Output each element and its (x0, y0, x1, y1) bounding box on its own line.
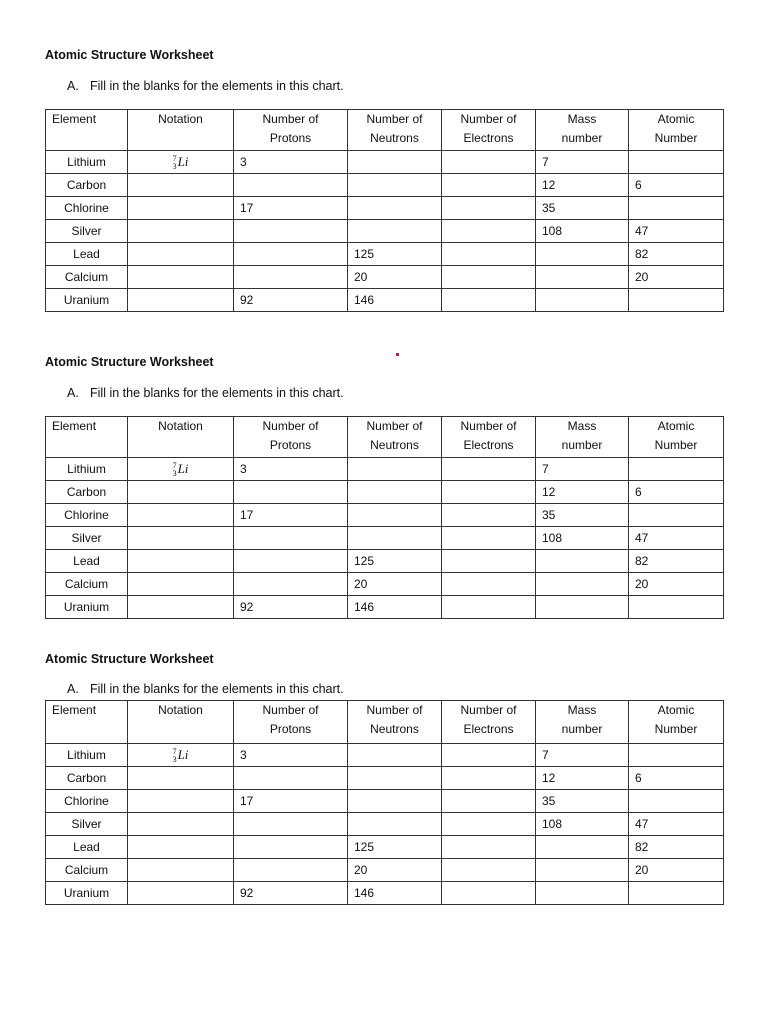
cell-element: Calcium (46, 266, 128, 289)
column-header-line: Number of (262, 112, 319, 126)
column-header-line: Atomic (657, 112, 695, 126)
cell-neutrons[interactable] (348, 220, 442, 243)
cell-atomic-number[interactable] (629, 882, 724, 905)
cell-neutrons[interactable] (348, 458, 442, 481)
cell-notation[interactable] (128, 289, 234, 312)
cell-electrons[interactable] (442, 790, 536, 813)
column-header-line: Atomic (657, 703, 695, 717)
table-row (46, 266, 724, 289)
cell-mass-number[interactable] (536, 550, 629, 573)
table-row (46, 882, 724, 905)
table-header-row (46, 110, 724, 151)
cell-protons: 92 (234, 289, 348, 312)
table-header-row (46, 701, 724, 744)
cell-mass-number: 108 (536, 813, 629, 836)
cell-protons: 3 (234, 151, 348, 174)
column-header-atomic-number (629, 701, 724, 744)
cell-neutrons[interactable] (348, 481, 442, 504)
cell-neutrons[interactable] (348, 744, 442, 767)
cell-mass-number[interactable] (536, 859, 629, 882)
cell-atomic-number: 82 (629, 550, 724, 573)
column-header-line: Number (654, 438, 698, 452)
cell-protons[interactable] (234, 573, 348, 596)
cell-notation[interactable] (128, 197, 234, 220)
cell-mass-number[interactable] (536, 573, 629, 596)
cell-protons[interactable] (234, 859, 348, 882)
column-header-line: Number of (262, 703, 319, 717)
element-chart-table (45, 416, 724, 619)
cell-electrons[interactable] (442, 550, 536, 573)
cell-notation[interactable] (128, 243, 234, 266)
column-header-line: Number of (366, 419, 423, 433)
notation-mass: 7 (172, 747, 177, 757)
instruction-marker: A. (67, 79, 79, 93)
cell-neutrons: 20 (348, 859, 442, 882)
cell-neutrons[interactable] (348, 504, 442, 527)
element-chart-table (45, 109, 724, 312)
worksheet-section (45, 652, 723, 912)
cell-electrons[interactable] (442, 197, 536, 220)
cell-notation[interactable] (128, 550, 234, 573)
column-header-line: Mass (567, 112, 597, 126)
cell-mass-number: 12 (536, 481, 629, 504)
cell-atomic-number: 47 (629, 220, 724, 243)
cell-protons: 17 (234, 504, 348, 527)
cell-mass-number[interactable] (536, 836, 629, 859)
cell-neutrons[interactable] (348, 790, 442, 813)
cell-neutrons: 125 (348, 836, 442, 859)
cell-protons: 92 (234, 596, 348, 619)
cell-atomic-number: 20 (629, 266, 724, 289)
column-header-line: number (561, 131, 603, 145)
cell-atomic-number[interactable] (629, 596, 724, 619)
cell-neutrons: 20 (348, 573, 442, 596)
cell-electrons[interactable] (442, 504, 536, 527)
cell-atomic-number[interactable] (629, 458, 724, 481)
cell-protons: 3 (234, 744, 348, 767)
cell-electrons[interactable] (442, 266, 536, 289)
cell-electrons[interactable] (442, 481, 536, 504)
worksheet-section (45, 355, 723, 625)
cell-notation[interactable] (128, 813, 234, 836)
cell-element: Uranium (46, 882, 128, 905)
cell-electrons[interactable] (442, 859, 536, 882)
cell-element: Uranium (46, 289, 128, 312)
column-header-protons (234, 110, 348, 151)
cell-notation[interactable] (128, 836, 234, 859)
column-header-line: Number of (460, 703, 517, 717)
cell-electrons[interactable] (442, 882, 536, 905)
table-row (46, 527, 724, 550)
cell-electrons[interactable] (442, 458, 536, 481)
cell-atomic-number: 47 (629, 527, 724, 550)
column-header-neutrons (348, 110, 442, 151)
table-row (46, 550, 724, 573)
cell-notation[interactable] (128, 527, 234, 550)
column-header-line: Number of (460, 419, 517, 433)
cell-mass-number[interactable] (536, 289, 629, 312)
table-row (46, 504, 724, 527)
cell-element: Calcium (46, 859, 128, 882)
column-header-line: Notation (158, 112, 203, 126)
cell-protons[interactable] (234, 550, 348, 573)
cell-notation[interactable] (128, 882, 234, 905)
table-row (46, 836, 724, 859)
notation-mass: 7 (172, 154, 177, 164)
column-header-line: Number (654, 131, 698, 145)
cell-notation[interactable] (128, 767, 234, 790)
notation-symbol: Li (177, 747, 189, 762)
column-header-line: Electrons (463, 131, 514, 145)
cell-neutrons: 146 (348, 596, 442, 619)
table-row (46, 859, 724, 882)
column-header-line: Electrons (463, 722, 514, 736)
table-row (46, 151, 724, 174)
cell-notation[interactable] (128, 596, 234, 619)
cell-atomic-number: 20 (629, 859, 724, 882)
cell-element: Lithium (46, 151, 128, 174)
column-header-protons (234, 701, 348, 744)
cell-atomic-number: 6 (629, 174, 724, 197)
cell-electrons[interactable] (442, 220, 536, 243)
cell-element: Uranium (46, 596, 128, 619)
cell-notation (128, 151, 234, 174)
table-row (46, 220, 724, 243)
cell-protons[interactable] (234, 767, 348, 790)
cell-electrons[interactable] (442, 243, 536, 266)
table-header-row (46, 417, 724, 458)
column-header-line: Neutrons (370, 131, 419, 145)
instruction-marker: A. (67, 386, 79, 400)
cell-mass-number: 7 (536, 744, 629, 767)
cell-neutrons[interactable] (348, 197, 442, 220)
table-row (46, 573, 724, 596)
instruction-text: Fill in the blanks for the elements in this chart. (90, 682, 344, 696)
cell-notation[interactable] (128, 504, 234, 527)
column-header-line: Notation (158, 419, 203, 433)
column-header-line: Atomic (657, 419, 695, 433)
column-header-electrons (442, 701, 536, 744)
table-row (46, 813, 724, 836)
column-header-element (46, 417, 128, 458)
column-header-element (46, 701, 128, 744)
notation-symbol: Li (177, 154, 189, 169)
cell-neutrons: 125 (348, 243, 442, 266)
cell-protons[interactable] (234, 174, 348, 197)
cell-notation (128, 744, 234, 767)
cell-neutrons[interactable] (348, 527, 442, 550)
column-header-line: Number (654, 722, 698, 736)
cell-mass-number: 12 (536, 174, 629, 197)
column-header-protons (234, 417, 348, 458)
cell-element: Carbon (46, 767, 128, 790)
column-header-line: Neutrons (370, 722, 419, 736)
table-row (46, 197, 724, 220)
cell-mass-number: 35 (536, 197, 629, 220)
table-row (46, 744, 724, 767)
column-header-line: Element (52, 703, 97, 717)
cell-mass-number[interactable] (536, 266, 629, 289)
cell-element: Lithium (46, 458, 128, 481)
cell-mass-number: 12 (536, 767, 629, 790)
cell-element: Chlorine (46, 504, 128, 527)
cell-element: Lithium (46, 744, 128, 767)
cell-electrons[interactable] (442, 767, 536, 790)
column-header-line: Mass (567, 703, 597, 717)
cell-atomic-number[interactable] (629, 504, 724, 527)
instruction-text: Fill in the blanks for the elements in this chart. (90, 79, 344, 93)
cell-neutrons: 146 (348, 289, 442, 312)
cell-protons: 3 (234, 458, 348, 481)
cell-mass-number: 108 (536, 220, 629, 243)
column-header-line: Number of (366, 703, 423, 717)
cell-element: Carbon (46, 174, 128, 197)
cell-atomic-number: 6 (629, 481, 724, 504)
column-header-mass-number (536, 417, 629, 458)
instruction-text: Fill in the blanks for the elements in this chart. (90, 386, 344, 400)
cell-mass-number: 35 (536, 790, 629, 813)
cell-neutrons: 146 (348, 882, 442, 905)
cell-protons[interactable] (234, 220, 348, 243)
column-header-neutrons (348, 417, 442, 458)
cell-notation[interactable] (128, 859, 234, 882)
cell-notation[interactable] (128, 220, 234, 243)
notation-atomic: 3 (172, 162, 177, 172)
table-row (46, 174, 724, 197)
cell-mass-number: 7 (536, 458, 629, 481)
column-header-notation (128, 417, 234, 458)
cell-notation (128, 458, 234, 481)
notation-symbol: Li (177, 461, 189, 476)
cell-atomic-number: 20 (629, 573, 724, 596)
notation-mass: 7 (172, 461, 177, 471)
cell-element: Silver (46, 813, 128, 836)
cell-electrons[interactable] (442, 527, 536, 550)
cell-atomic-number: 6 (629, 767, 724, 790)
table-row (46, 790, 724, 813)
cell-notation[interactable] (128, 573, 234, 596)
cell-mass-number[interactable] (536, 596, 629, 619)
column-header-line: Number of (366, 112, 423, 126)
cell-neutrons: 20 (348, 266, 442, 289)
instruction-marker: A. (67, 682, 79, 696)
cell-atomic-number[interactable] (629, 790, 724, 813)
cell-notation[interactable] (128, 266, 234, 289)
column-header-mass-number (536, 701, 629, 744)
cell-element: Silver (46, 527, 128, 550)
cell-mass-number[interactable] (536, 243, 629, 266)
cell-mass-number: 7 (536, 151, 629, 174)
cell-atomic-number: 47 (629, 813, 724, 836)
cell-protons[interactable] (234, 243, 348, 266)
cell-atomic-number[interactable] (629, 289, 724, 312)
cell-notation[interactable] (128, 790, 234, 813)
table-row (46, 481, 724, 504)
column-header-line: Mass (567, 419, 597, 433)
column-header-line: Electrons (463, 438, 514, 452)
nuclide-notation (173, 744, 189, 766)
cell-neutrons[interactable] (348, 174, 442, 197)
cell-atomic-number: 82 (629, 836, 724, 859)
cell-mass-number[interactable] (536, 882, 629, 905)
cell-notation[interactable] (128, 174, 234, 197)
column-header-atomic-number (629, 110, 724, 151)
cell-electrons[interactable] (442, 289, 536, 312)
cell-neutrons: 125 (348, 550, 442, 573)
cell-atomic-number[interactable] (629, 744, 724, 767)
cell-electrons[interactable] (442, 174, 536, 197)
table-row (46, 458, 724, 481)
column-header-line: Notation (158, 703, 203, 717)
cell-neutrons[interactable] (348, 813, 442, 836)
notation-atomic: 3 (172, 755, 177, 765)
cell-neutrons[interactable] (348, 767, 442, 790)
cell-protons[interactable] (234, 527, 348, 550)
table-row (46, 596, 724, 619)
cell-element: Calcium (46, 573, 128, 596)
cell-element: Lead (46, 550, 128, 573)
cell-element: Carbon (46, 481, 128, 504)
notation-atomic: 3 (172, 469, 177, 479)
column-header-line: number (561, 722, 603, 736)
cell-electrons[interactable] (442, 836, 536, 859)
column-header-electrons (442, 110, 536, 151)
cell-notation[interactable] (128, 481, 234, 504)
element-chart-table (45, 700, 724, 905)
cell-electrons[interactable] (442, 151, 536, 174)
nuclide-notation (173, 458, 189, 480)
worksheet-section (45, 48, 723, 318)
column-header-line: Protons (269, 438, 312, 452)
table-row (46, 289, 724, 312)
cell-electrons[interactable] (442, 596, 536, 619)
column-header-line: Element (52, 112, 97, 126)
column-header-line: Number of (460, 112, 517, 126)
column-header-neutrons (348, 701, 442, 744)
instruction-line (67, 682, 344, 696)
cell-atomic-number: 82 (629, 243, 724, 266)
column-header-line: Neutrons (370, 438, 419, 452)
cell-electrons[interactable] (442, 573, 536, 596)
cell-protons: 92 (234, 882, 348, 905)
column-header-mass-number (536, 110, 629, 151)
column-header-line: Protons (269, 722, 312, 736)
cell-protons[interactable] (234, 266, 348, 289)
column-header-element (46, 110, 128, 151)
column-header-line: Element (52, 419, 97, 433)
cell-element: Lead (46, 836, 128, 859)
cell-protons[interactable] (234, 813, 348, 836)
cell-atomic-number[interactable] (629, 151, 724, 174)
cell-electrons[interactable] (442, 813, 536, 836)
column-header-notation (128, 110, 234, 151)
cell-element: Chlorine (46, 790, 128, 813)
column-header-atomic-number (629, 417, 724, 458)
worksheet-title: Atomic Structure Worksheet (45, 355, 214, 369)
instruction-line (67, 79, 344, 93)
column-header-line: Protons (269, 131, 312, 145)
column-header-line: number (561, 438, 603, 452)
nuclide-notation (173, 151, 189, 173)
column-header-line: Number of (262, 419, 319, 433)
worksheet-title: Atomic Structure Worksheet (45, 48, 214, 62)
cell-element: Silver (46, 220, 128, 243)
instruction-line (67, 386, 344, 400)
cell-protons: 17 (234, 790, 348, 813)
cell-element: Lead (46, 243, 128, 266)
cell-protons[interactable] (234, 481, 348, 504)
table-row (46, 243, 724, 266)
cell-protons: 17 (234, 197, 348, 220)
cell-electrons[interactable] (442, 744, 536, 767)
worksheet-title: Atomic Structure Worksheet (45, 652, 214, 666)
cell-mass-number: 108 (536, 527, 629, 550)
column-header-notation (128, 701, 234, 744)
cell-neutrons[interactable] (348, 151, 442, 174)
table-row (46, 767, 724, 790)
cell-atomic-number[interactable] (629, 197, 724, 220)
column-header-electrons (442, 417, 536, 458)
cell-mass-number: 35 (536, 504, 629, 527)
cell-element: Chlorine (46, 197, 128, 220)
cell-protons[interactable] (234, 836, 348, 859)
